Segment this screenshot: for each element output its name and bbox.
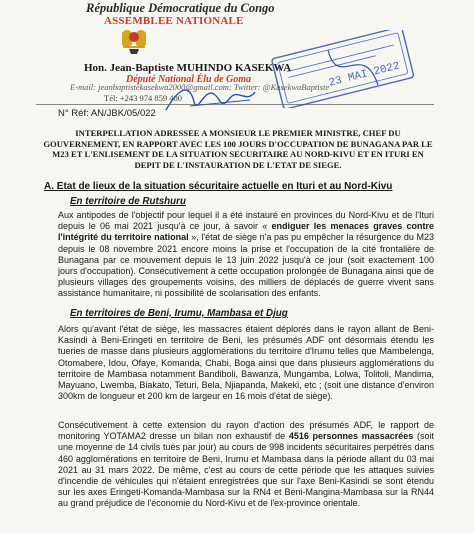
republic-heading: République Démocratique du Congo: [86, 1, 275, 15]
paragraph-text: », l'état de siège n'a pas pu empêcher la résurgence du M23 depuis le 08 novembre 2021 encore moins la prise et l'occupation de la cité frontalière de Bunagana par ce mouvement depuis le 13 juin 2022 jusqu'à ce jour (soit exactement 100 jours d'occupation). Consécutivement à cette occupation prolongée de Bunagana ainsi que de plusieurs villages des groupements voisins, des milliers de déplacés de guerre vivent sans assistance humanitaire, ni possibilité de scolarisation des enfants.: [58, 232, 434, 299]
paragraph-text: Aux antipodes de l'objectif pour lequel il a été instauré en provinces du Nord-Kivu et de l'Ituri depuis le 06 mai 2021 jusqu'à ce jour, à savoir «: [58, 210, 434, 232]
paragraph-rutshuru: [58, 210, 434, 300]
paragraph-text: Consécutivement à cette extension du rayon d'action des présumés ADF, le rapport de monitoring YOTAMA2 dresse un bilan non exhaustif de: [58, 420, 434, 442]
deputy-name: Hon. Jean-Baptiste MUHINDO KASEKWA: [84, 62, 292, 74]
document-title: INTERPELLATION ADRESSEE A MONSIEUR LE PREMIER MINISTRE, CHEF DU GOUVERNEMENT, EN RAPPORT AVEC LES 100 JOURS D'OCCUPATION DE BUNAGANA PAR LE M23 ET L'ENLISEMENT DE LA SITUATION SECURITAIRE AU NORD-KIVU ET EN ITURI EN DEPIT DE L'INSTAURATION DE L'ETAT DE SIEGE.: [43, 128, 433, 170]
stamp-date: 23 MAI 2022: [327, 60, 402, 90]
paragraph-text: (soit une moyenne de 14 civils tués par jour) au cours de 998 incidents sécuritaires perpétrés dans 460 agglomérations en territoire de Beni, Irumu et Mambasa dans la période allant du 03 mai 2021 au 31 mars 2022. De même, c'est au cours de cette période que les attaques suivies d'incendie de véhicules qui n'étaient enregistrées que sur l'axe Beni-Kasindi se sont étendu sur les axes Eringeti-Komanda-Mambasa sur la RN4 et Beni-Mangina-Mambasa sur la RN44 au grand préjudice de l'économie du Nord-Kivu et de l'ex-province orientale.: [58, 431, 434, 509]
section-a-heading: A. Etat de lieux de la situation sécuritaire actuelle en Ituri et au Nord-Kivu: [44, 181, 393, 192]
paragraph-beni: Alors qu'avant l'état de siège, les massacres étaient déplorés dans le rayon allant de Beni-Kasindi à Beni-Eringeti en territoire de Beni, les présumés ADF ont désormais étendu les tueries de masse dans plusieurs agglomérations du territoire d'Irumu telles que Mambelenga, Otomabere, Idou, Ofaye, Komanda, Chabi, Boga ainsi que dans plusieurs agglomérations du territoire de Mambasa notamment Bandiboli, Bawanza, Mungamba, Lolwa, Tolitoli, Mandima, Mayuano, Lwemba, Biakato, Teturi, Bela, Njiapanda, Makeki, etc ; (soit une distance d'environ 300km de longueur et 200 km de largeur en 16 mois d'état de siège).: [58, 324, 434, 402]
phone-line: Tél: +243 974 859 400: [104, 93, 182, 103]
reception-stamp: [268, 30, 418, 108]
paragraph-adf: [58, 420, 434, 510]
coat-of-arms-icon: [119, 27, 149, 55]
contact-line: E-mail: jeanbaptistekasekwa2000@gmail.com; Twitter: @KasekwaBaptiste: [70, 82, 330, 92]
subheading-rutshuru: En territoire de Rutshuru: [70, 196, 186, 207]
subheading-beni: En territoires de Beni, Irumu, Mambasa et Djug: [70, 308, 288, 319]
deputy-title: Député National Élu de Goma: [126, 74, 252, 85]
assembly-heading: ASSEMBLEE NATIONALE: [104, 15, 244, 27]
handwritten-signature: [160, 80, 260, 118]
paragraph-emphasis: 4516 personnes massacrées: [288, 431, 414, 442]
reference-number: N° Réf: AN/JBK/05/022: [58, 108, 156, 119]
paragraph-emphasis: endiguer les menaces graves contre l'intégrité du territoire national: [58, 221, 434, 243]
